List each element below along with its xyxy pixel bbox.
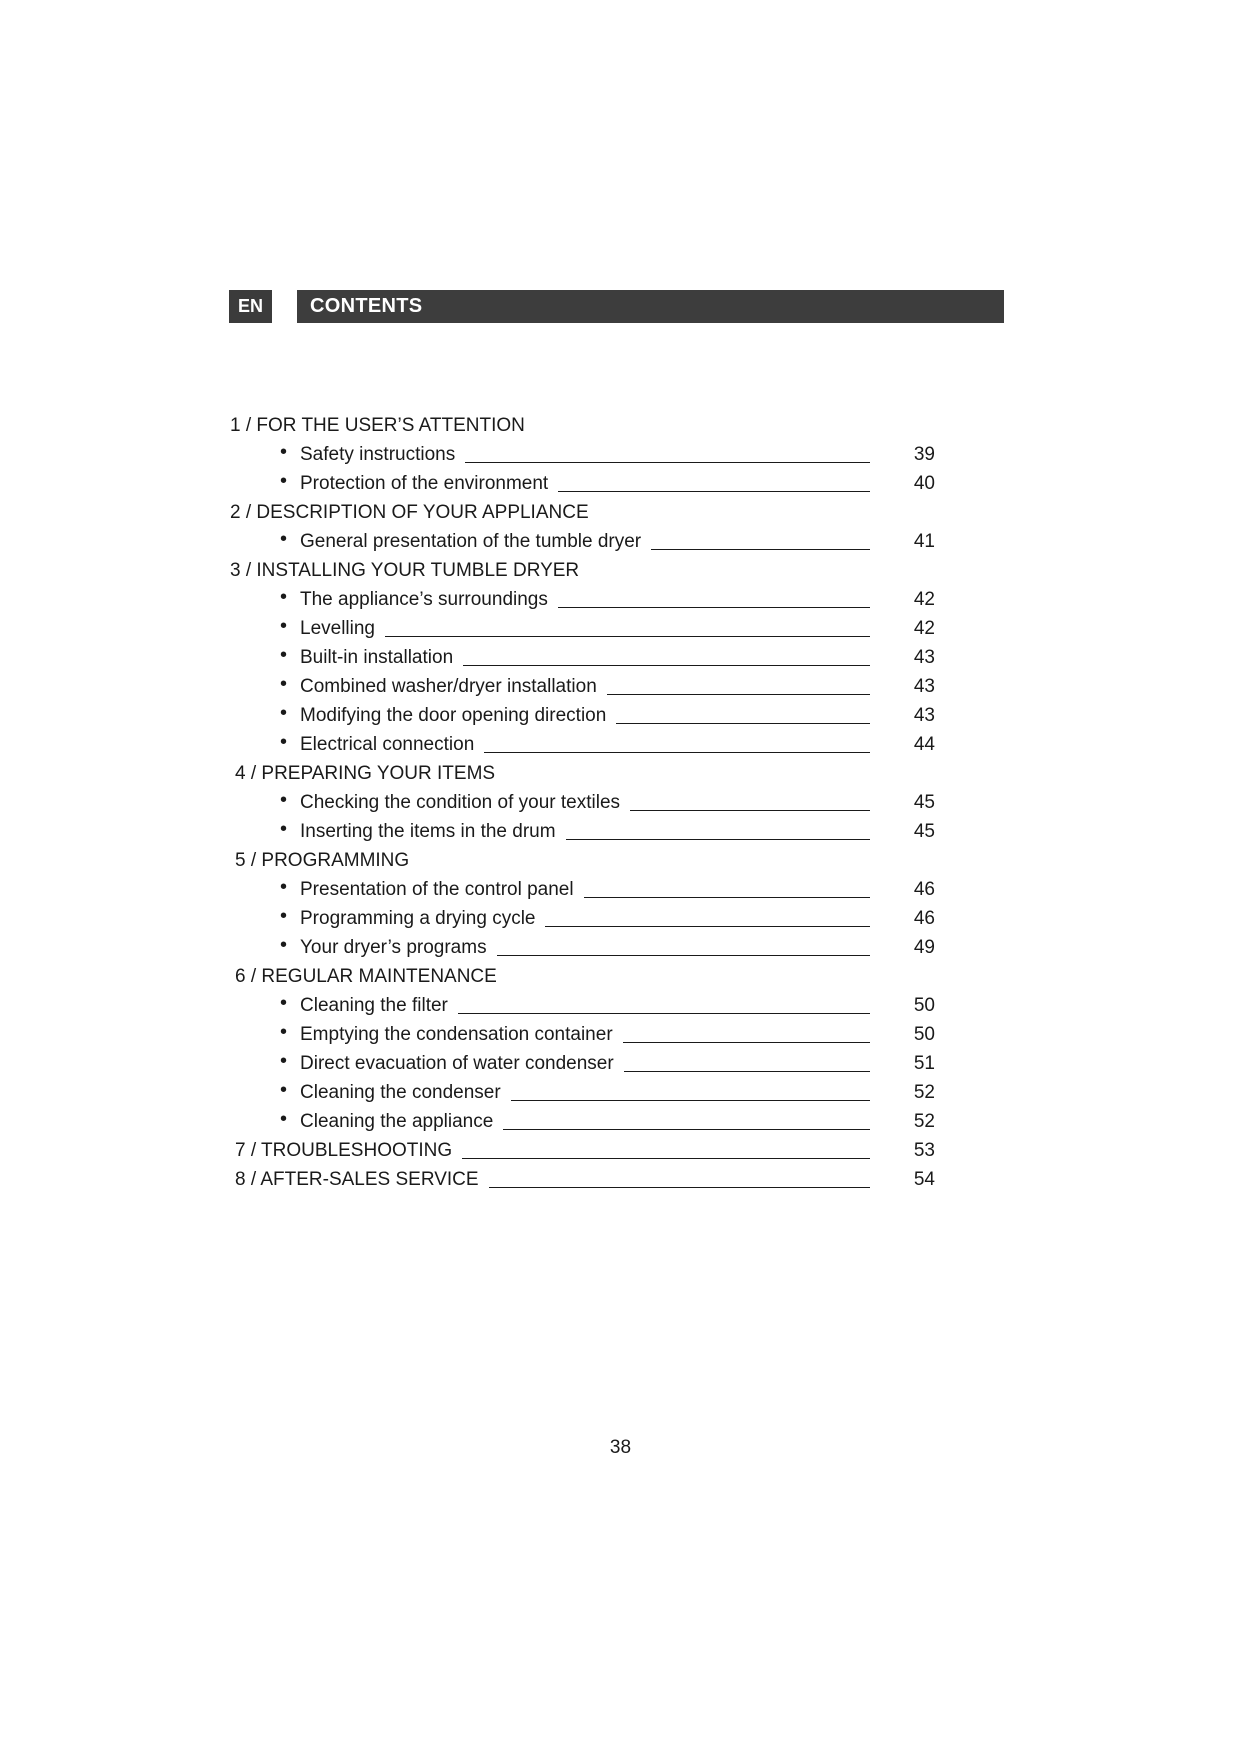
leader-line: [458, 1013, 870, 1014]
toc-page-number: 45: [913, 821, 935, 842]
toc-label: Modifying the door opening direction: [300, 705, 607, 726]
toc-section[interactable]: [230, 412, 970, 441]
leader-line: [545, 926, 870, 927]
bullet-icon: •: [280, 731, 288, 753]
toc-label: 1 / FOR THE USER’S ATTENTION: [230, 415, 525, 436]
bullet-icon: •: [280, 441, 288, 463]
bullet-icon: •: [280, 1021, 288, 1043]
toc-item[interactable]: [230, 644, 970, 673]
bullet-icon: •: [280, 1050, 288, 1072]
toc-label: 8 / AFTER-SALES SERVICE: [235, 1169, 479, 1190]
toc-label: The appliance’s surroundings: [300, 589, 548, 610]
leader-line: [385, 636, 870, 637]
bullet-icon: •: [280, 818, 288, 840]
toc-item[interactable]: [230, 1079, 970, 1108]
leader-line: [630, 810, 870, 811]
bullet-icon: •: [280, 615, 288, 637]
bullet-icon: •: [280, 644, 288, 666]
toc-label: Programming a drying cycle: [300, 908, 536, 929]
leader-line: [497, 955, 870, 956]
leader-line: [616, 723, 870, 724]
toc-page-number: 53: [913, 1140, 935, 1161]
toc-label: 5 / PROGRAMMING: [235, 850, 410, 871]
toc-item[interactable]: [230, 1021, 970, 1050]
toc-page-number: 52: [913, 1082, 935, 1103]
bullet-icon: •: [280, 1108, 288, 1130]
bullet-icon: •: [280, 1079, 288, 1101]
toc-label: Levelling: [300, 618, 375, 639]
leader-line: [462, 1158, 870, 1159]
language-tag: EN: [229, 290, 272, 323]
leader-line: [623, 1042, 870, 1043]
toc-page-number: 43: [913, 647, 935, 668]
toc-item[interactable]: [230, 1050, 970, 1079]
leader-line: [607, 694, 870, 695]
toc-page-number: 39: [913, 444, 935, 465]
toc-item[interactable]: [230, 702, 970, 731]
toc-page-number: 50: [913, 995, 935, 1016]
page-number: 38: [609, 1437, 632, 1458]
toc-label: Cleaning the appliance: [300, 1111, 494, 1132]
leader-line: [489, 1187, 870, 1188]
toc-item[interactable]: [230, 731, 970, 760]
bullet-icon: •: [280, 586, 288, 608]
toc-label: Protection of the environment: [300, 473, 549, 494]
toc-item[interactable]: [230, 876, 970, 905]
toc-item[interactable]: [230, 615, 970, 644]
toc-label: Cleaning the filter: [300, 995, 448, 1016]
toc-item[interactable]: [230, 673, 970, 702]
bullet-icon: •: [280, 673, 288, 695]
bullet-icon: •: [280, 905, 288, 927]
toc-page-number: 49: [913, 937, 935, 958]
bullet-icon: •: [280, 934, 288, 956]
bullet-icon: •: [280, 992, 288, 1014]
toc-label: 2 / DESCRIPTION OF YOUR APPLIANCE: [230, 502, 589, 523]
toc-page-number: 43: [913, 676, 935, 697]
toc-label: General presentation of the tumble dryer: [300, 531, 642, 552]
toc-label: Electrical connection: [300, 734, 475, 755]
toc-page-number: 54: [913, 1169, 935, 1190]
toc-page-number: 52: [913, 1111, 935, 1132]
leader-line: [651, 549, 870, 550]
toc-page-number: 46: [913, 908, 935, 929]
toc-label: Combined washer/dryer installation: [300, 676, 597, 697]
toc-label: Direct evacuation of water condenser: [300, 1053, 614, 1074]
toc-item[interactable]: [230, 441, 970, 470]
toc-label: Inserting the items in the drum: [300, 821, 556, 842]
toc-item[interactable]: [230, 818, 970, 847]
toc-item[interactable]: [230, 789, 970, 818]
bullet-icon: •: [280, 789, 288, 811]
toc-page-number: 45: [913, 792, 935, 813]
toc-section[interactable]: [230, 963, 970, 992]
toc-item[interactable]: [230, 934, 970, 963]
toc-label: Cleaning the condenser: [300, 1082, 501, 1103]
leader-line: [566, 839, 870, 840]
toc-page-number: 43: [913, 705, 935, 726]
toc-page-number: 41: [913, 531, 935, 552]
toc-page-number: 50: [913, 1024, 935, 1045]
leader-line: [511, 1100, 870, 1101]
toc-label: Built-in installation: [300, 647, 454, 668]
bullet-icon: •: [280, 702, 288, 724]
bullet-icon: •: [280, 528, 288, 550]
toc-section[interactable]: [230, 847, 970, 876]
toc-page-number: 46: [913, 879, 935, 900]
toc-item[interactable]: [230, 1108, 970, 1137]
toc-item[interactable]: [230, 992, 970, 1021]
toc-page-number: 44: [913, 734, 935, 755]
leader-line: [558, 607, 870, 608]
toc-section[interactable]: [230, 760, 970, 789]
toc-item[interactable]: [230, 528, 970, 557]
toc-label: Presentation of the control panel: [300, 879, 574, 900]
table-of-contents: [230, 412, 970, 1195]
contents-title: [297, 290, 1004, 323]
leader-line: [624, 1071, 870, 1072]
toc-item[interactable]: [230, 470, 970, 499]
leader-line: [503, 1129, 870, 1130]
toc-label: 6 / REGULAR MAINTENANCE: [235, 966, 497, 987]
toc-label: Checking the condition of your textiles: [300, 792, 621, 813]
toc-label: 4 / PREPARING YOUR ITEMS: [235, 763, 496, 784]
bullet-icon: •: [280, 876, 288, 898]
toc-section[interactable]: [230, 1137, 970, 1166]
toc-label: Safety instructions: [300, 444, 456, 465]
toc-page-number: 40: [913, 473, 935, 494]
contents-title-text: CONTENTS: [310, 295, 423, 317]
toc-page-number: 42: [913, 589, 935, 610]
bullet-icon: •: [280, 470, 288, 492]
toc-item[interactable]: [230, 905, 970, 934]
toc-page-number: 42: [913, 618, 935, 639]
toc-page-number: 51: [913, 1053, 935, 1074]
leader-line: [484, 752, 870, 753]
toc-label: 3 / INSTALLING YOUR TUMBLE DRYER: [230, 560, 580, 581]
toc-item[interactable]: [230, 586, 970, 615]
leader-line: [558, 491, 870, 492]
toc-section[interactable]: [230, 557, 970, 586]
leader-line: [584, 897, 870, 898]
leader-line: [465, 462, 870, 463]
toc-label: Emptying the condensation container: [300, 1024, 613, 1045]
toc-label: 7 / TROUBLESHOOTING: [235, 1140, 453, 1161]
toc-section[interactable]: [230, 1166, 970, 1195]
toc-section[interactable]: [230, 499, 970, 528]
toc-label: Your dryer’s programs: [300, 937, 487, 958]
leader-line: [463, 665, 870, 666]
